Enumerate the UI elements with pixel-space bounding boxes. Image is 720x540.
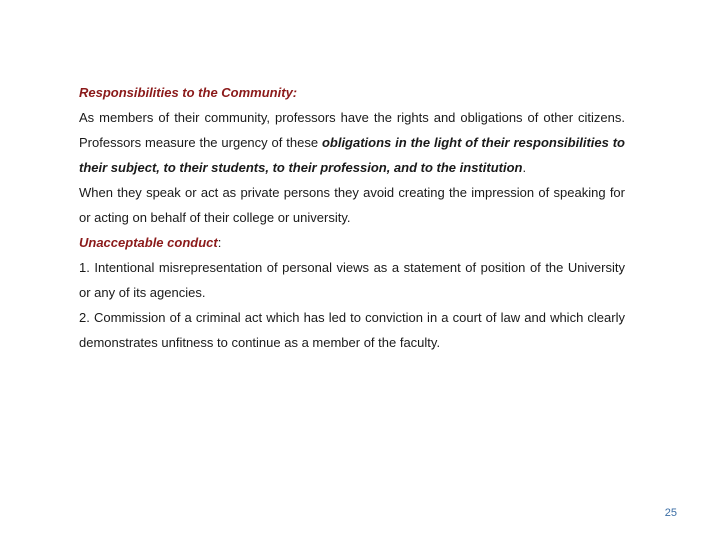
community-heading: Responsibilities to the Community: bbox=[79, 85, 298, 100]
unacceptable-conduct-heading bbox=[79, 230, 625, 255]
page-number: 25 bbox=[664, 507, 677, 519]
unacceptable-item-1: 1. Intentional misrepresentation of personal views as a statement of position of the University or any of its agencies. bbox=[79, 260, 625, 300]
community-paragraph-1-end: . bbox=[522, 160, 527, 175]
community-paragraph-2: When they speak or act as private persons they avoid creating the impression of speaking for or acting on behalf of their college or university. bbox=[79, 185, 625, 225]
unacceptable-conduct-heading-colon: : bbox=[217, 235, 222, 250]
unacceptable-item-2: 2. Commission of a criminal act which has led to conviction in a court of law and which clearly demonstrates unfitness to continue as a member of the faculty. bbox=[79, 310, 625, 350]
community-paragraph-1-text: As members of their community, professors have the rights and obligations of other citizens. Professors measure the urgency of these bbox=[79, 110, 625, 150]
community-paragraph-1 bbox=[79, 105, 625, 180]
community-paragraph-1-emphasis: obligations in the light of their responsibilities to their subject, to their students, to their profession, and to the institution bbox=[79, 135, 625, 175]
slide-content bbox=[79, 80, 625, 355]
unacceptable-conduct-heading-text: Unacceptable conduct bbox=[79, 235, 218, 250]
